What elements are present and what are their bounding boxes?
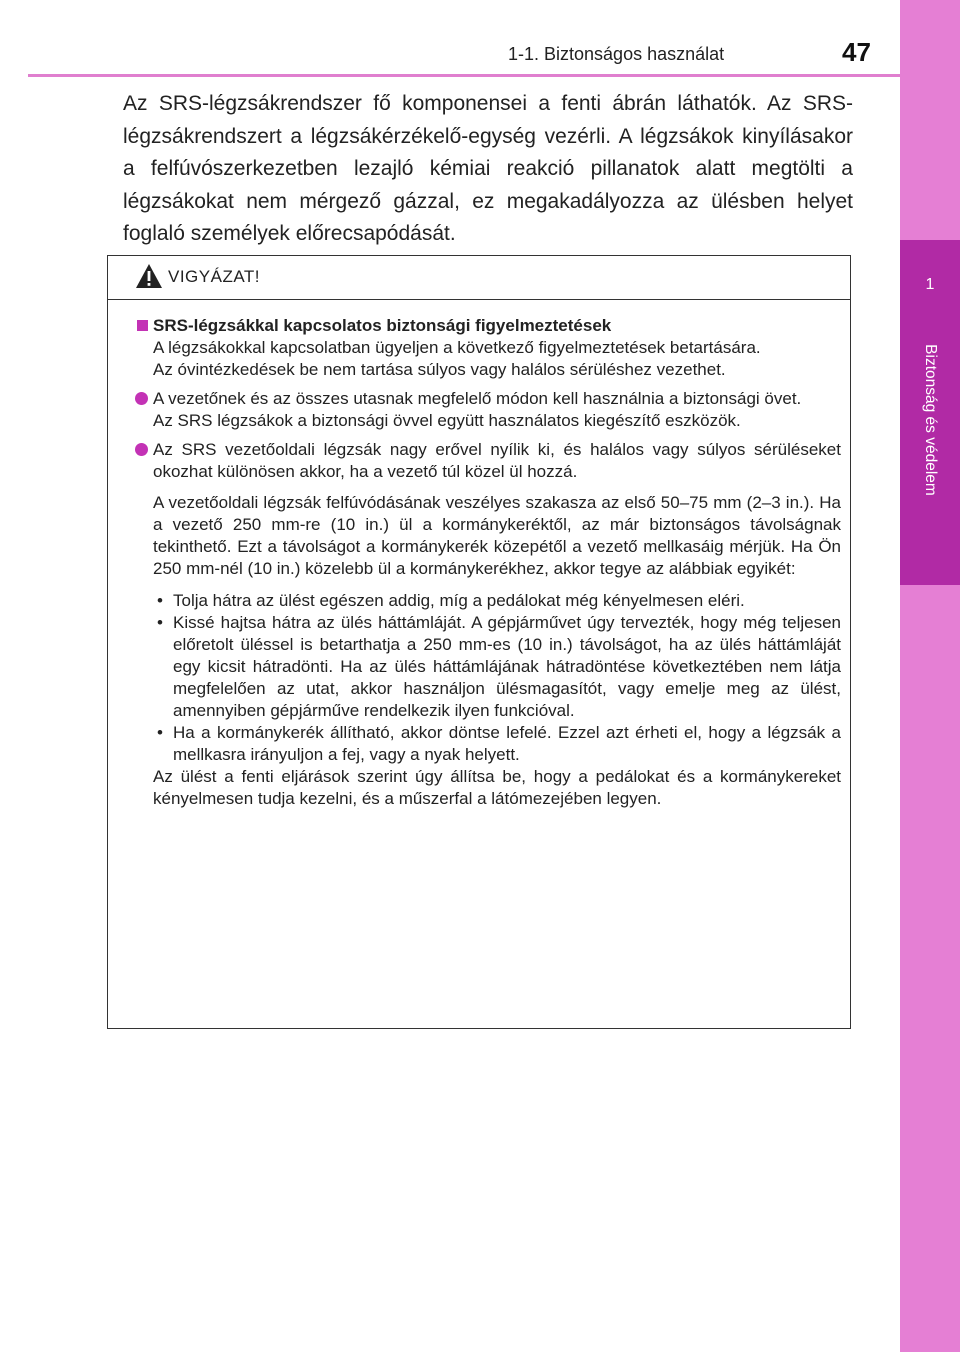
warning-title: VIGYÁZAT!: [168, 267, 261, 286]
distance-note-block: [153, 492, 841, 810]
closing-paragraph: Az ülést a fenti eljárások szerint úgy állítsa be, hogy a pedálokat és a kormánykereket kényelmesen tudja kezelni, és a műszerfal a látómezejében legyen.: [153, 767, 841, 808]
warning-heading-text: SRS-légzsákkal kapcsolatos biztonsági figyelmeztetések: [153, 316, 612, 335]
warning-header: [108, 256, 850, 300]
header-divider: [28, 74, 900, 77]
chapter-title: Biztonság és védelem: [922, 344, 939, 496]
action-list-item: [153, 612, 841, 722]
warning-item-text: A vezetőnek és az összes utasnak megfelelő módon kell használnia a biztonsági övet.: [153, 389, 802, 408]
warning-box: [107, 255, 851, 1029]
warning-item-text: Az SRS légzsákok a biztonsági övvel együtt használatos kiegészítő eszközök.: [153, 411, 741, 430]
circle-bullet-icon: [135, 443, 148, 456]
action-list-item: [153, 590, 841, 612]
dot-bullet-icon: •: [157, 613, 163, 632]
dot-bullet-icon: •: [157, 723, 163, 742]
chapter-number: 1: [925, 276, 935, 293]
action-text: Tolja hátra az ülést egészen addig, míg a pedálokat még kényelmesen eléri.: [173, 591, 745, 610]
warning-intro-line: A légzsákokkal kapcsolatban ügyeljen a következő figyelmeztetések betartására.: [153, 338, 761, 357]
warning-triangle-icon: [135, 263, 163, 289]
action-list-item: [153, 722, 841, 766]
page-number: 47: [842, 37, 871, 67]
warning-intro-line: Az óvintézkedések be nem tartása súlyos vagy halálos sérüléshez vezethet.: [153, 360, 726, 379]
warning-item: [153, 439, 841, 810]
section-title: 1-1. Biztonságos használat: [508, 44, 725, 64]
warning-heading: [153, 315, 841, 337]
distance-note: A vezetőoldali légzsák felfúvódásának veszélyes szakasza az első 50–75 mm (2–3 in.). Ha a vezető 250 mm-re (10 in.) ül a kormánykeréktől, az már biztonságos távolságnak tekinthető. Ezt a távolságot a kormánykerék közepétől a vezető mellkasáig mérjük. Ha Ön 250 mm-nél (10 in.) közelebb ül a kormánykerékhez, akkor tegye az alábbiak egyikét:: [153, 493, 841, 578]
square-bullet-icon: [137, 320, 148, 331]
dot-bullet-icon: •: [157, 591, 163, 610]
action-list: [153, 590, 841, 766]
warning-item: [153, 388, 841, 432]
warning-body: [153, 315, 841, 810]
intro-paragraph: Az SRS-légzsákrendszer fő komponensei a fenti ábrán láthatók. Az SRS-légzsákrendszert a légzsákérzékelő-egység vezérli. A légzsákok kinyílásakor a felfúvószerkezetben lezajló kémiai reakció pillanatok alatt megtölti a légzsákokat nem mérgező gázzal, ez megakadályozza az ülésben helyet foglaló személyek előrecsapódását.: [123, 92, 853, 245]
warning-item-text: Az SRS vezetőoldali légzsák nagy erővel nyílik ki, és halálos vagy súlyos sérüléseket okozhat különösen akkor, ha a vezető túl közel ül hozzá.: [153, 440, 841, 481]
circle-bullet-icon: [135, 392, 148, 405]
action-text: Ha a kormánykerék állítható, akkor döntse lefelé. Ezzel azt érheti el, hogy a légzsák a mellkasra irányuljon a fej, vagy a nyak helyett.: [173, 723, 841, 764]
chapter-side-tab: [900, 0, 960, 1352]
action-text: Kissé hajtsa hátra az ülés háttámláját. A gépjárművet úgy tervezték, hogy még teljesen előretolt üléssel is betarthatja a 250 mm-es (10 in.) távolságot, ha az ülés háttámláját egy kicsit hátradönti. Ha az ülés háttámlájának hátradöntése következtében nem látja megfelelően az utat, akkor használjon ülésmagasítót, vagy emelje meg az ülést, amennyiben gépjárműve rendelkezik ilyen funkcióval.: [173, 613, 841, 720]
